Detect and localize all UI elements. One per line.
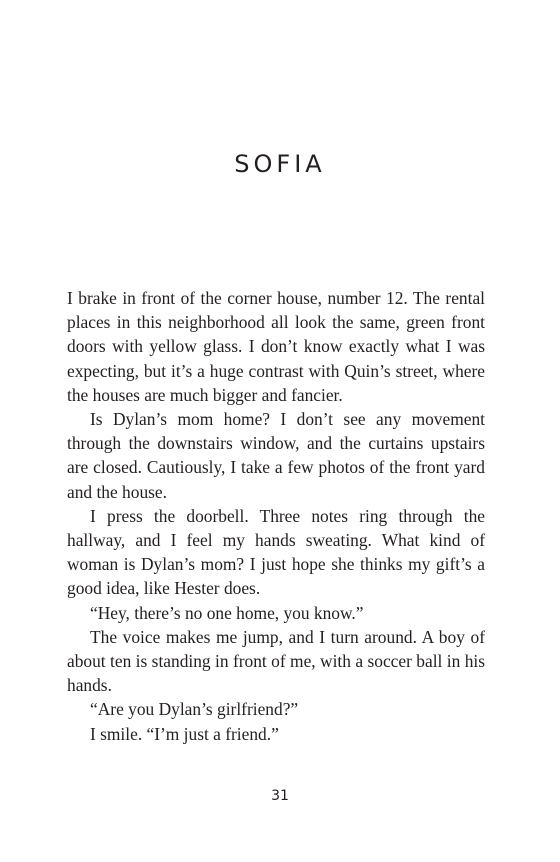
paragraph: I press the doorbell. Three notes ring through the hallway, and I feel my hands sweating. What kind of woman is Dylan’s mom? I just hope she thinks my gift’s a good idea, like Hester does.	[67, 505, 485, 599]
paragraph: I smile. “I’m just a friend.”	[90, 723, 279, 744]
paragraph: The voice makes me jump, and I turn around. A boy of about ten is standing in front of me, with a soccer ball in his hands.	[67, 626, 485, 696]
paragraph: Is Dylan’s mom home? I don’t see any movement through the downstairs window, and the curtains upstairs are closed. Cautiously, I take a few photos of the front yard and the house.	[67, 409, 485, 502]
paragraph: “Hey, there’s no one home, you know.”	[90, 602, 364, 623]
paragraph: “Are you Dylan’s girlfriend?”	[90, 699, 299, 720]
chapter-body	[67, 286, 485, 746]
paragraph: I brake in front of the corner house, number 12. The rental places in this neighborhood all look the same, green front doors with yellow glass. I don’t know exactly what I was expecting, but it’s a huge contrast with Quin’s street, where the houses are much bigger and fancier.	[67, 288, 485, 405]
chapter-title: SOFIA	[234, 150, 326, 178]
page-number: 31	[271, 788, 289, 804]
